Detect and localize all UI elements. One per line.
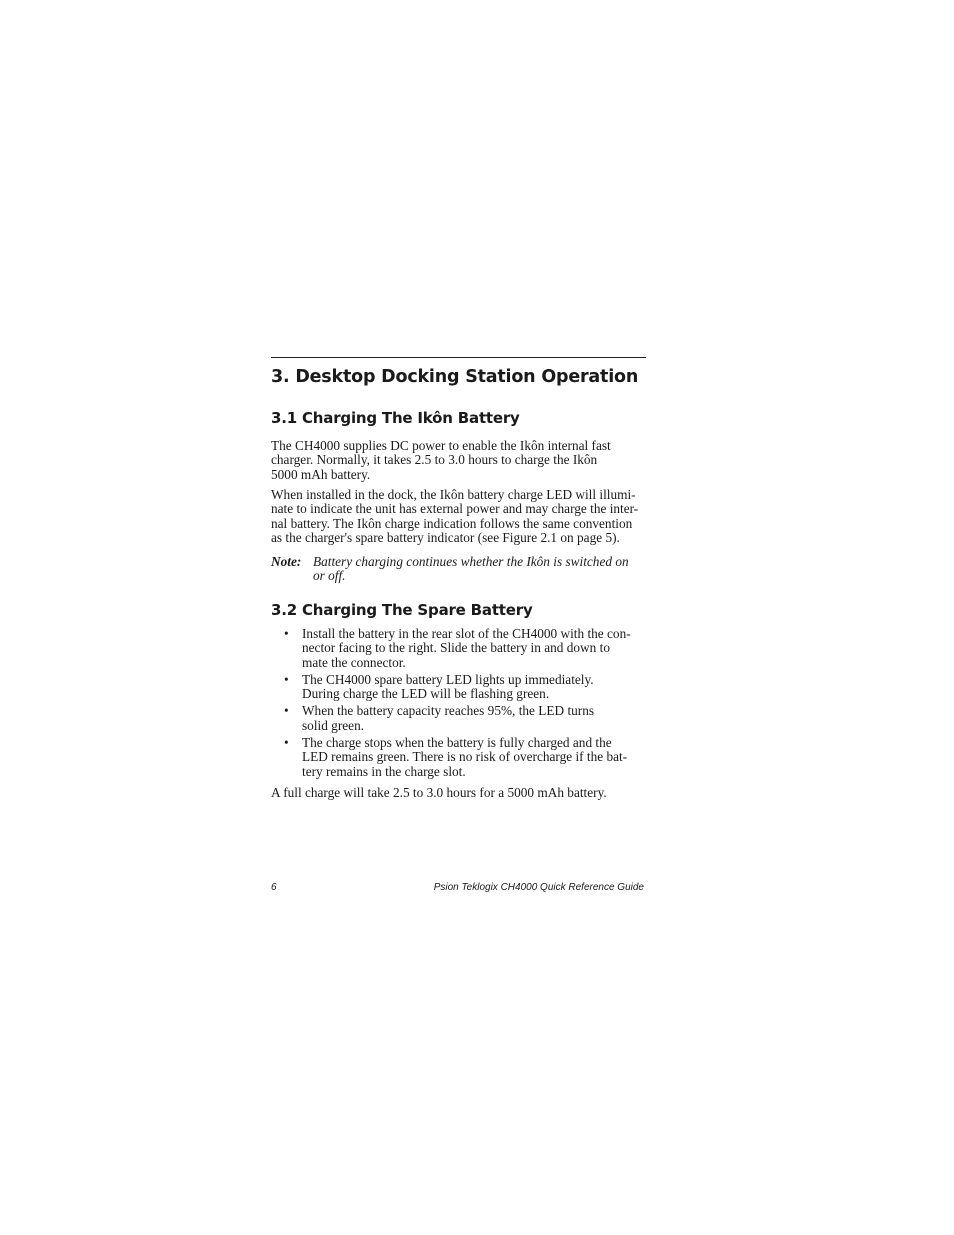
- text-line: LED remains green. There is no risk of overcharge if the bat-: [302, 749, 628, 765]
- paragraph-full-charge: [271, 786, 651, 800]
- note-label: Note:: [271, 554, 302, 569]
- text-line: Battery charging continues whether the Ikôn is switched on: [313, 554, 629, 569]
- text-line: A full charge will take 2.5 to 3.0 hours for a 5000 mAh battery.: [271, 785, 607, 800]
- text-line: The CH4000 supplies DC power to enable the Ikôn internal fast: [271, 438, 611, 453]
- list-item: [271, 627, 651, 670]
- text-line: nal battery. The Ikôn charge indication follows the same convention: [271, 515, 633, 531]
- list-item: [271, 704, 651, 733]
- paragraph-charge-led: [271, 488, 651, 545]
- text-line: When the battery capacity reaches 95%, the LED turns: [302, 703, 595, 719]
- bullet-icon: •: [284, 703, 289, 719]
- text-line: nector facing to the right. Slide the battery in and down to: [302, 640, 610, 656]
- text-line: When installed in the dock, the Ikôn battery charge LED will illumi-: [271, 487, 636, 502]
- text-line: During charge the LED will be flashing green.: [302, 686, 550, 702]
- bullet-icon: •: [284, 735, 289, 751]
- bullet-list: [271, 627, 651, 782]
- text-line: The charge stops when the battery is fully charged and the: [302, 735, 612, 751]
- chapter-title: 3. Desktop Docking Station Operation: [271, 367, 639, 387]
- list-item: [271, 673, 651, 702]
- section-heading-spare-battery: 3.2 Charging The Spare Battery: [271, 601, 533, 619]
- text-line: Install the battery in the rear slot of the CH4000 with the con-: [302, 626, 631, 641]
- footer-title: Psion Teklogix CH4000 Quick Reference Guide: [433, 882, 644, 893]
- text-line: as the charger's spare battery indicator (see Figure 2.1 on page 5).: [271, 529, 620, 545]
- text-line: charger. Normally, it takes 2.5 to 3.0 hours to charge the Ikôn: [271, 452, 598, 468]
- text-line: solid green.: [302, 717, 365, 733]
- chapter-rule: [271, 357, 646, 358]
- text-line: mate the connector.: [302, 654, 406, 670]
- bullet-icon: •: [284, 671, 289, 687]
- note-text: [313, 555, 629, 584]
- text-line: nate to indicate the unit has external power and may charge the inter-: [271, 501, 639, 517]
- text-line: 5000 mAh battery.: [271, 466, 371, 482]
- section-heading-charging-ikon: 3.1 Charging The Ikôn Battery: [271, 409, 520, 427]
- page-number: 6: [271, 882, 277, 893]
- list-item: [271, 736, 651, 779]
- text-line: The CH4000 spare battery LED lights up immediately.: [302, 671, 594, 687]
- bullet-icon: •: [284, 626, 289, 641]
- text-line: or off.: [313, 568, 346, 584]
- text-line: tery remains in the charge slot.: [302, 763, 466, 779]
- paragraph-dc-power: [271, 439, 651, 482]
